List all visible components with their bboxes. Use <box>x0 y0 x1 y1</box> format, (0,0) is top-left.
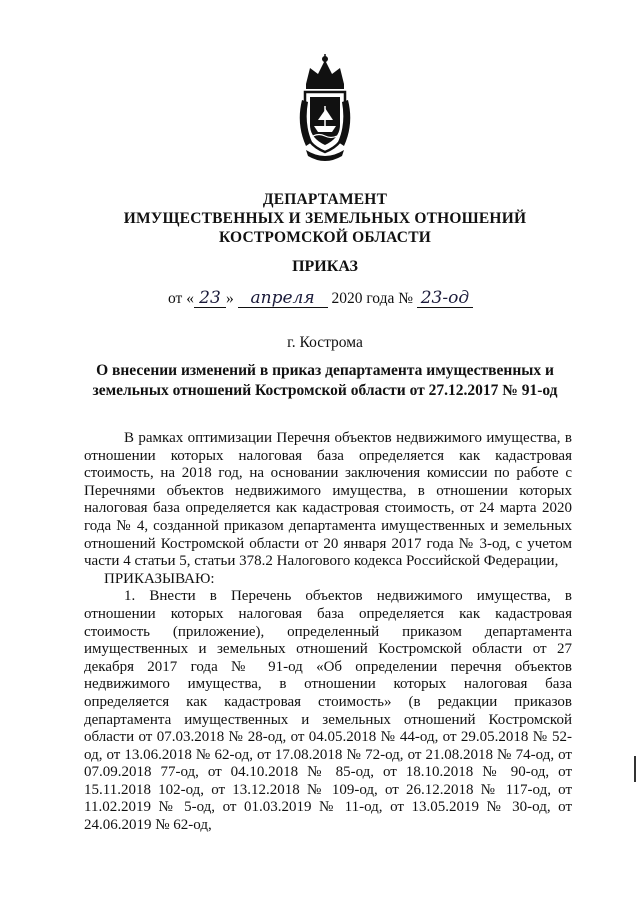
order-title: ПРИКАЗ <box>292 258 358 275</box>
prikazyvayu-heading: ПРИКАЗЫВАЮ: <box>104 570 215 587</box>
date-prefix: от « <box>168 290 194 307</box>
year-text: 2020 года № <box>331 290 414 307</box>
department-name-line-1: ДЕПАРТАМЕНТ <box>262 191 388 208</box>
department-name-line-2: ИМУЩЕСТВЕННЫХ И ЗЕМЕЛЬНЫХ ОТНОШЕНИЙ <box>123 210 527 227</box>
kostroma-coat-of-arms-icon <box>292 54 358 170</box>
date-separator: » <box>225 290 234 307</box>
handwritten-day: 23 <box>194 290 226 308</box>
document-body <box>84 430 572 835</box>
department-name-line-3: КОСТРОМСКОЙ ОБЛАСТИ <box>218 229 431 246</box>
paragraph-item-1: 1. Внести в Перечень объектов недвижимого имущества, в отношении которых налоговая база определяется как кадастровая стоимость (приложение), определенный приказом департамента имущественных и земельных отношений Костромской области от 27 декабря 2017 года № 91-од «Об определении перечня объектов недвижимого имущества, в отношении которых налоговая база определяется как кадастровая стоимость» (в редакции приказов департамента имущественных и земельных отношений Костромской области от 07.03.2018 № 28-од, от 04.05.2018 № 44-од, от 29.05.2018 № 52-од, от 13.06.2018 № 62-од, от 17.08.2018 № 72-од, от 21.08.2018 № 74-од, от 07.09.2018 77-од, от 04.10.2018 № 85-од, от 18.10.2018 № 90-од, от 15.11.2018 102-од, от 13.12.2018 № 109-од, от 26.12.2018 № 117-од, от 11.02.2019 № 5-од, от 01.03.2019 № 11-од, от 13.05.2019 № 30-од, от 24.06.2019 № 62-од, <box>84 588 572 834</box>
handwritten-month: апреля <box>238 290 328 308</box>
handwritten-order-number: 23-од <box>417 290 473 308</box>
margin-mark <box>634 756 636 782</box>
paragraph-preamble: В рамках оптимизации Перечня объектов недвижимого имущества, в отношении которых налоговая база определяется как кадастровая стоимость, на 2018 год, на основании заключения комиссии по работе с Перечнями объектов недвижимого имущества, в отношении которых налоговая база определяется как кадастровая стоимость, от 24 марта 2020 года № 4, созданной приказом департамента имущественных и земельных отношений Костромской области от 20 января 2017 года № 3-од, с учетом части 4 статьи 5, статьи 378.2 Налогового кодекса Российской Федерации, <box>84 430 572 570</box>
order-subject: О внесении изменений в приказ департамента имущественных и земельных отношений Костромской области от 27.12.2017 № 91-од <box>92 362 558 399</box>
city: г. Кострома <box>287 334 363 351</box>
order-date-line <box>168 290 473 308</box>
